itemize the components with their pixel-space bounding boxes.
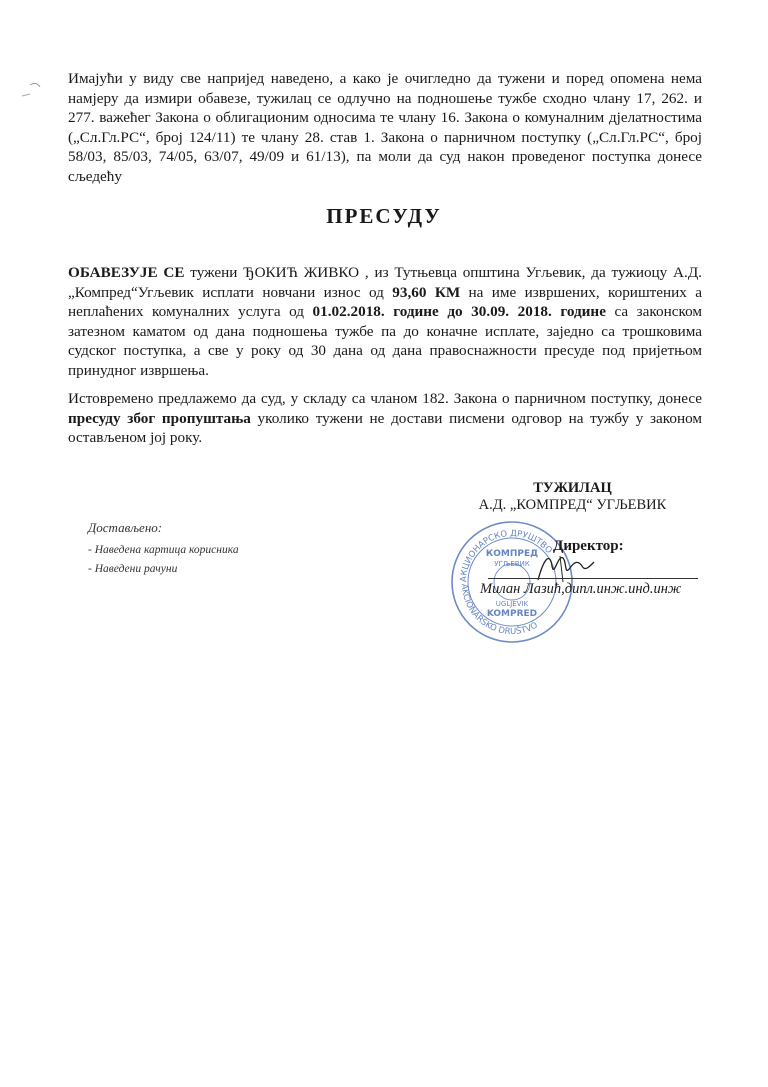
intro-text: Имајући у виду све напријед наведено, а како је очигледно да тужени и поред опомена нема намјеру да измири обавезе, тужилац се одлучно на подношење тужбе сходно члану 17, 262. и 277. важећег Закона о облигационим односима те члану 16. Закона о комуналним дјелатностима („Сл.Гл.РС“, број 124/11) те члану 28. став 1. Закона о парничном поступку („Сл.Гл.РС“, број 58/03, 85/03, 74/05, 63/07, 49/09 и 61/13), па моли да суд након проведеног поступка донесе сљедећу	[68, 70, 702, 185]
delivered-heading: Достављено:	[88, 520, 163, 535]
document-title: ПРЕСУДУ	[326, 204, 442, 228]
verdict-text-c: са законском затезном каматом од дана подношења тужбе па до коначне исплате, заједно са трошковима судског поступка, а све у року од 30 дана од дана правоснажности пресуде под пријетњом принудног извршења.	[68, 303, 702, 379]
delivered-list	[88, 518, 239, 579]
verdict-text-b: на име извршених, кориштених а неплаћених комуналних услуга од	[68, 283, 702, 321]
stamp-company-lat: KOMPRED	[486, 609, 538, 619]
verdict-obliges: ОБАВЕЗУЈЕ СЕ	[68, 264, 185, 281]
default-text-a: Истовремено предлажемо да суд, у складу са чланом 182. Закона о парничном поступку, донесе	[68, 390, 702, 407]
delivered-item: - Наведена картица корисника	[88, 544, 239, 556]
plaintiff-role: ТУЖИЛАЦ	[533, 480, 612, 496]
delivered-item: - Наведени рачуни	[88, 563, 178, 575]
default-judgment-paragraph	[68, 389, 702, 448]
plaintiff-company: А.Д. „КОМПРЕД“ УГЉЕВИК	[478, 497, 667, 513]
stamp-company-cyr: КОМПРЕД	[485, 549, 539, 559]
default-text-b: уколико тужени не достави писмени одговор на тужбу у законом остављеном јој року.	[68, 409, 702, 447]
verdict-period: 01.02.2018. године до 30.09. 2018. године	[312, 303, 606, 321]
intro-paragraph	[68, 69, 702, 187]
default-judgment-bold: пресуду због пропуштања	[68, 409, 251, 427]
signature-line	[488, 578, 698, 579]
stamp-ring-bottom: AKCIONARSKO DRUŠTVO	[458, 583, 540, 638]
director-name: Милан Лазић,дипл.инж.инд.инж	[480, 581, 682, 597]
stamp-ring-top: АКЦИОНАРСКО ДРУШТВО	[458, 528, 554, 583]
stamp-town-lat: UGLJEVIK	[495, 600, 529, 608]
director-label: Директор:	[553, 538, 624, 554]
verdict-paragraph	[68, 263, 702, 381]
plaintiff-block	[430, 480, 715, 514]
stamp-town-cyr: УГЉЕВИК	[494, 560, 530, 568]
verdict-text-a: тужени ЂОКИЋ ЖИВКО , из Тутњевца општина Угљевик, да тужиоцу А.Д. „Компред“Угљевик исплати новчани износ од	[68, 264, 702, 301]
verdict-amount: 93,60 КМ	[392, 283, 461, 301]
